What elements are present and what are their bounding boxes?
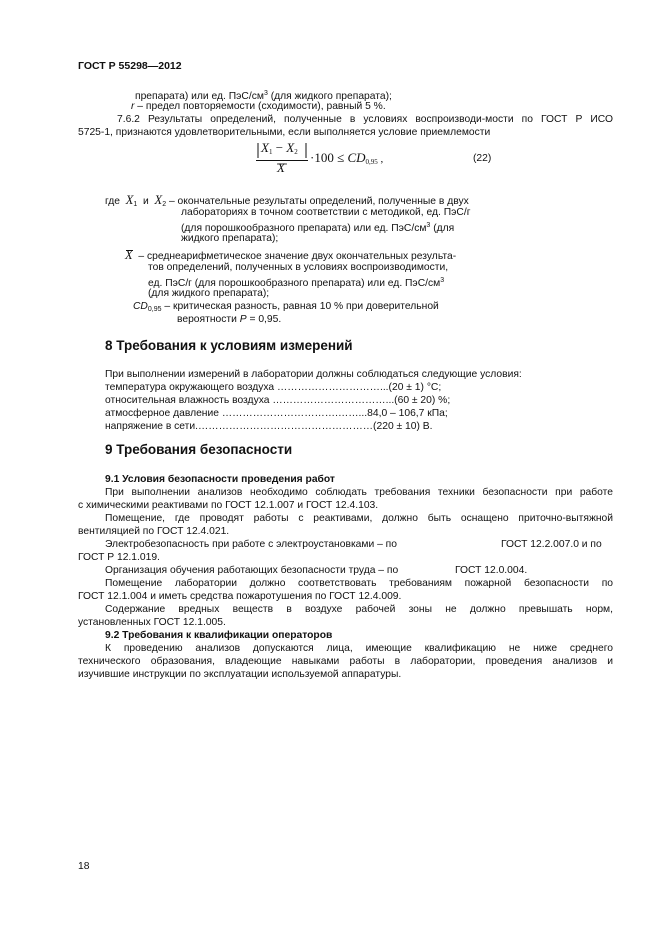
section-9-heading: 9 Требования безопасности [105, 442, 293, 457]
p3-line1a: Электробезопасность при работе с электроустановками – по [105, 539, 397, 550]
where-xbar: X – среднеарифметическое значение двух окончательных результа- [125, 248, 457, 262]
condition-temperature: температура окружающего воздуха …………………………...(20 ± 1) °С; [105, 382, 442, 393]
where-xbar-line3: ед. ПэС/г (для порошкообразного препарата) или ед. ПэС/$см^3$ [148, 277, 445, 289]
section-8-heading: 8 Требования к условиям измерений [105, 338, 353, 353]
where-cd-line2: вероятности P = 0,95. [177, 314, 282, 325]
para-7-6-2-line1: 7.6.2 Результаты определений, полученные в условиях воспроизводи-мости по ГОСТ Р ИСО [117, 114, 613, 125]
p7-line2: технического образования, владеющие навыками работы в лаборатории, проведения анализов и [78, 656, 613, 667]
where-cd: $CD_{0,95}$ – критическая разность, равная 10 % при доверительной [133, 301, 439, 313]
condition-humidity: относительная влажность воздуха ……………………………...(60 ± 20) %; [105, 395, 451, 406]
p3-line2: ГОСТ Р 12.1.019. [78, 552, 160, 563]
condition-pressure: атмосферное давление …………………………….……...84,0 – 106,7 кПа; [105, 408, 448, 419]
p6-line1: Содержание вредных веществ в воздухе рабочей зоны не должно превышать норм, [105, 604, 613, 615]
p7-line1: К проведению анализов допускаются лица, имеющие квалификацию не ниже среднего [105, 643, 613, 654]
p3-line1b: ГОСТ 12.2.007.0 и по [501, 539, 602, 550]
where-xbar-line4: (для жидкого препарата); [148, 288, 270, 299]
r-definition: r – предел повторяемости (сходимости), равный 5 %. [131, 101, 386, 112]
p5-line2: ГОСТ 12.1.004 и иметь средства пожаротушения по ГОСТ 12.4.009. [78, 591, 402, 602]
formula-numerator: $X_1 - X_2$ [261, 140, 298, 156]
p5-line1: Помещение лаборатории должно соответствовать требованиям пожарной безопасности по [105, 578, 613, 589]
document-header: ГОСТ Р 55298—2012 [78, 60, 182, 72]
formula-22 [256, 141, 396, 181]
p1-line2: с химическими реактивами по ГОСТ 12.1.007 и ГОСТ 12.4.103. [78, 500, 379, 511]
p4-a: Организация обучения работающих безопасности труда – по [105, 565, 399, 576]
continuation-line: препарата) или ед. ПэС/$см^3$ (для жидкого препарата); [135, 90, 392, 102]
where-x-line3: (для порошкообразного препарата) или ед. ПэС/$см^3$ (для [181, 222, 455, 234]
where-x-line2: лабораториях в точном соответствии с методикой, ед. ПэС/г [181, 207, 471, 218]
p2-line1: Помещение, где проводят работы с реактивами, должно быть оснащено приточно-вытяжной [105, 513, 613, 524]
section-8-intro: При выполнении измерений в лаборатории должны соблюдаться следующие условия: [105, 369, 522, 380]
where-x-line4: жидкого препарата); [181, 233, 279, 244]
where-x1x2: где $X_1$ и $X_2$ – окончательные результаты определений, полученные в двух [105, 193, 469, 208]
formula-rhs: $\cdot 100 \le CD_{0,95}$ , [310, 150, 384, 166]
p4-b: ГОСТ 12.0.004. [455, 565, 528, 576]
p6-line2: установленных ГОСТ 12.1.005. [78, 617, 226, 628]
page-number: 18 [78, 861, 90, 872]
subsection-9-1-heading: 9.1 Условия безопасности проведения работ [105, 474, 335, 485]
where-xbar-line2: тов определений, полученных в условиях воспроизводимости, [148, 262, 449, 273]
condition-voltage: напряжение в сети.……………………………………………(220 ± 10) В. [105, 421, 433, 432]
p1-line1: При выполнении анализов необходимо соблюдать требования техники безопасности при работе [105, 487, 613, 498]
p2-line2: вентиляцией по ГОСТ 12.4.021. [78, 526, 230, 537]
formula-number: (22) [473, 153, 492, 164]
formula-denominator: X [277, 160, 285, 175]
para-7-6-2-line2: 5725-1, признаются удовлетворительными, если выполняется условие приемлемости [78, 127, 491, 138]
subsection-9-2-heading: 9.2 Требования к квалификации операторов [105, 630, 333, 641]
p7-line3: изучившие инструкции по эксплуатации используемой аппаратуры. [78, 669, 402, 680]
